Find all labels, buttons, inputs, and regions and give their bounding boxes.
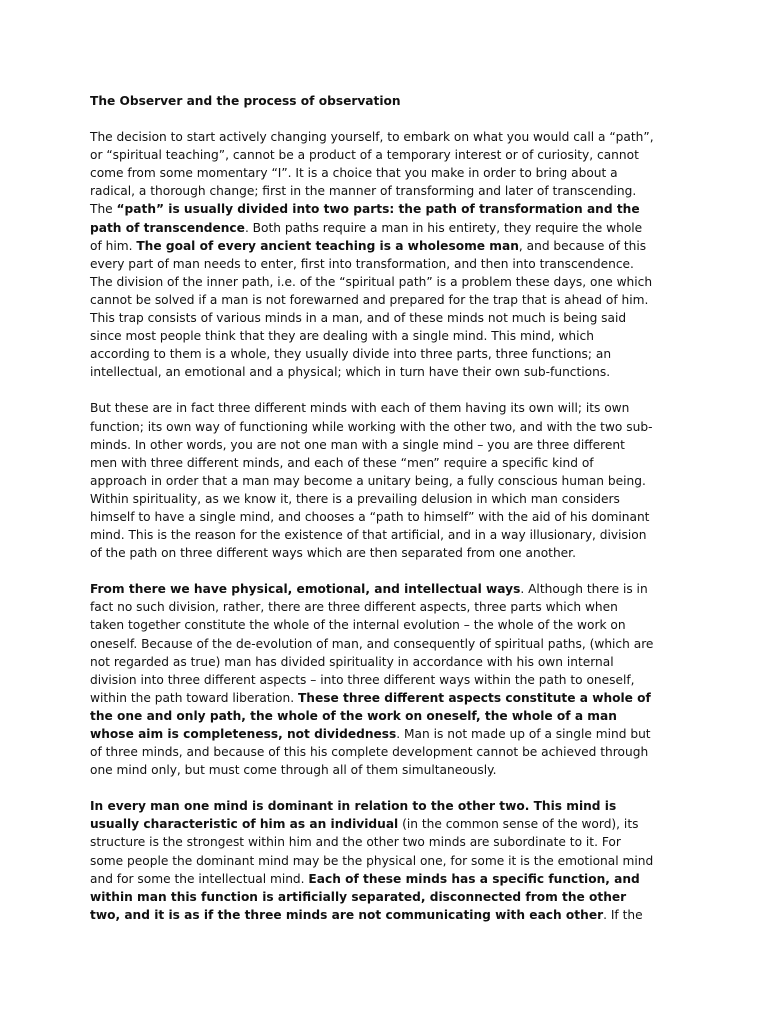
bold-text-segment: From there we have physical, emotional, and intellectual ways bbox=[90, 582, 521, 597]
text-segment: , and because of this every part of man needs to enter, first into transformation, and then into transcendence. The division of the inner path, i.e. of the “spiritual path” is a problem these days, one which cannot be solved if a man is not forewarned and prepared for the trap that is ahead of him. This trap consists of various minds in a man, and of these minds not much is being said since most people think that they are dealing with a single mind. This mind, which according to them is a whole, they usually divide into three parts, three functions; an intellectual, an emotional and a physical; which in turn have their own sub-functions. bbox=[90, 238, 653, 380]
bold-text-segment: Each of these minds has a specific function, and within man this function is artificially separated, disconnected from the other two, and it is as if the three minds are not communicating with each other bbox=[90, 871, 640, 922]
paragraph-4 bbox=[90, 797, 654, 924]
bold-text-segment: “path” is usually divided into two parts: the path of transformation and the path of transcendence bbox=[90, 202, 640, 235]
paragraph-1 bbox=[90, 128, 654, 381]
bold-text-segment: These three different aspects constitute a whole of the one and only path, the whole of the work on oneself, the whole of a man whose aim is completeness, not dividedness bbox=[90, 690, 651, 741]
text-segment: . Man is not made up of a single mind but of three minds, and because of this his complete development cannot be achieved through one mind only, but must come through all of them simultaneously. bbox=[90, 727, 651, 778]
document-title: The Observer and the process of observation bbox=[90, 94, 401, 108]
bold-text-segment: In every man one mind is dominant in relation to the other two. This mind is usually characteristic of him as an individual bbox=[90, 799, 617, 832]
text-segment: . Although there is in fact no such division, rather, there are three different aspects, three parts which when taken together constitute the whole of the internal evolution – the whole of the work on oneself. Because of the de-evolution of man, and consequently of spiritual paths, (which are not regarded as true) man has divided spirituality in accordance with his own internal division into three different aspects – into three different ways within the path to oneself, within the path toward liberation. bbox=[90, 582, 654, 705]
text-segment: The decision to start actively changing yourself, to embark on what you would call a “path”, or “spiritual teaching”, cannot be a product of a temporary interest or of curiosity, cannot come from some momentary “I”. It is a choice that you make in order to bring about a radical, a thorough change; first in the manner of transforming and later of transcending. The bbox=[90, 130, 654, 217]
bold-text-segment: The goal of every ancient teaching is a wholesome man bbox=[136, 238, 519, 253]
text-segment: . Both paths require a man in his entirety, they require the whole of him. bbox=[90, 220, 643, 253]
text-segment: . If the bbox=[603, 907, 643, 922]
text-segment: But these are in fact three different minds with each of them having its own will; its own function; its own way of functioning while working with the other two, and with the two sub-minds. In other words, you are not one man with a single mind – you are three different men with three different minds, and each of these “men” require a specific kind of approach in order that a man may become a unitary being, a fully conscious human being. Within spirituality, as we know it, there is a prevailing delusion in which man considers himself to have a single mind, and chooses a “path to himself” with the aid of his dominant mind. This is the reason for the existence of that artificial, and in a way illusionary, division of the path on three different ways which are then separated from one another. bbox=[90, 401, 653, 561]
text-segment: (in the common sense of the word), its structure is the strongest within him and the other two minds are subordinate to it. For some people the dominant mind may be the physical one, for some it is the emotional mind and for some the intellectual mind. bbox=[90, 817, 654, 886]
paragraph-3 bbox=[90, 580, 654, 779]
document-page bbox=[90, 92, 654, 942]
paragraph-2 bbox=[90, 399, 654, 562]
